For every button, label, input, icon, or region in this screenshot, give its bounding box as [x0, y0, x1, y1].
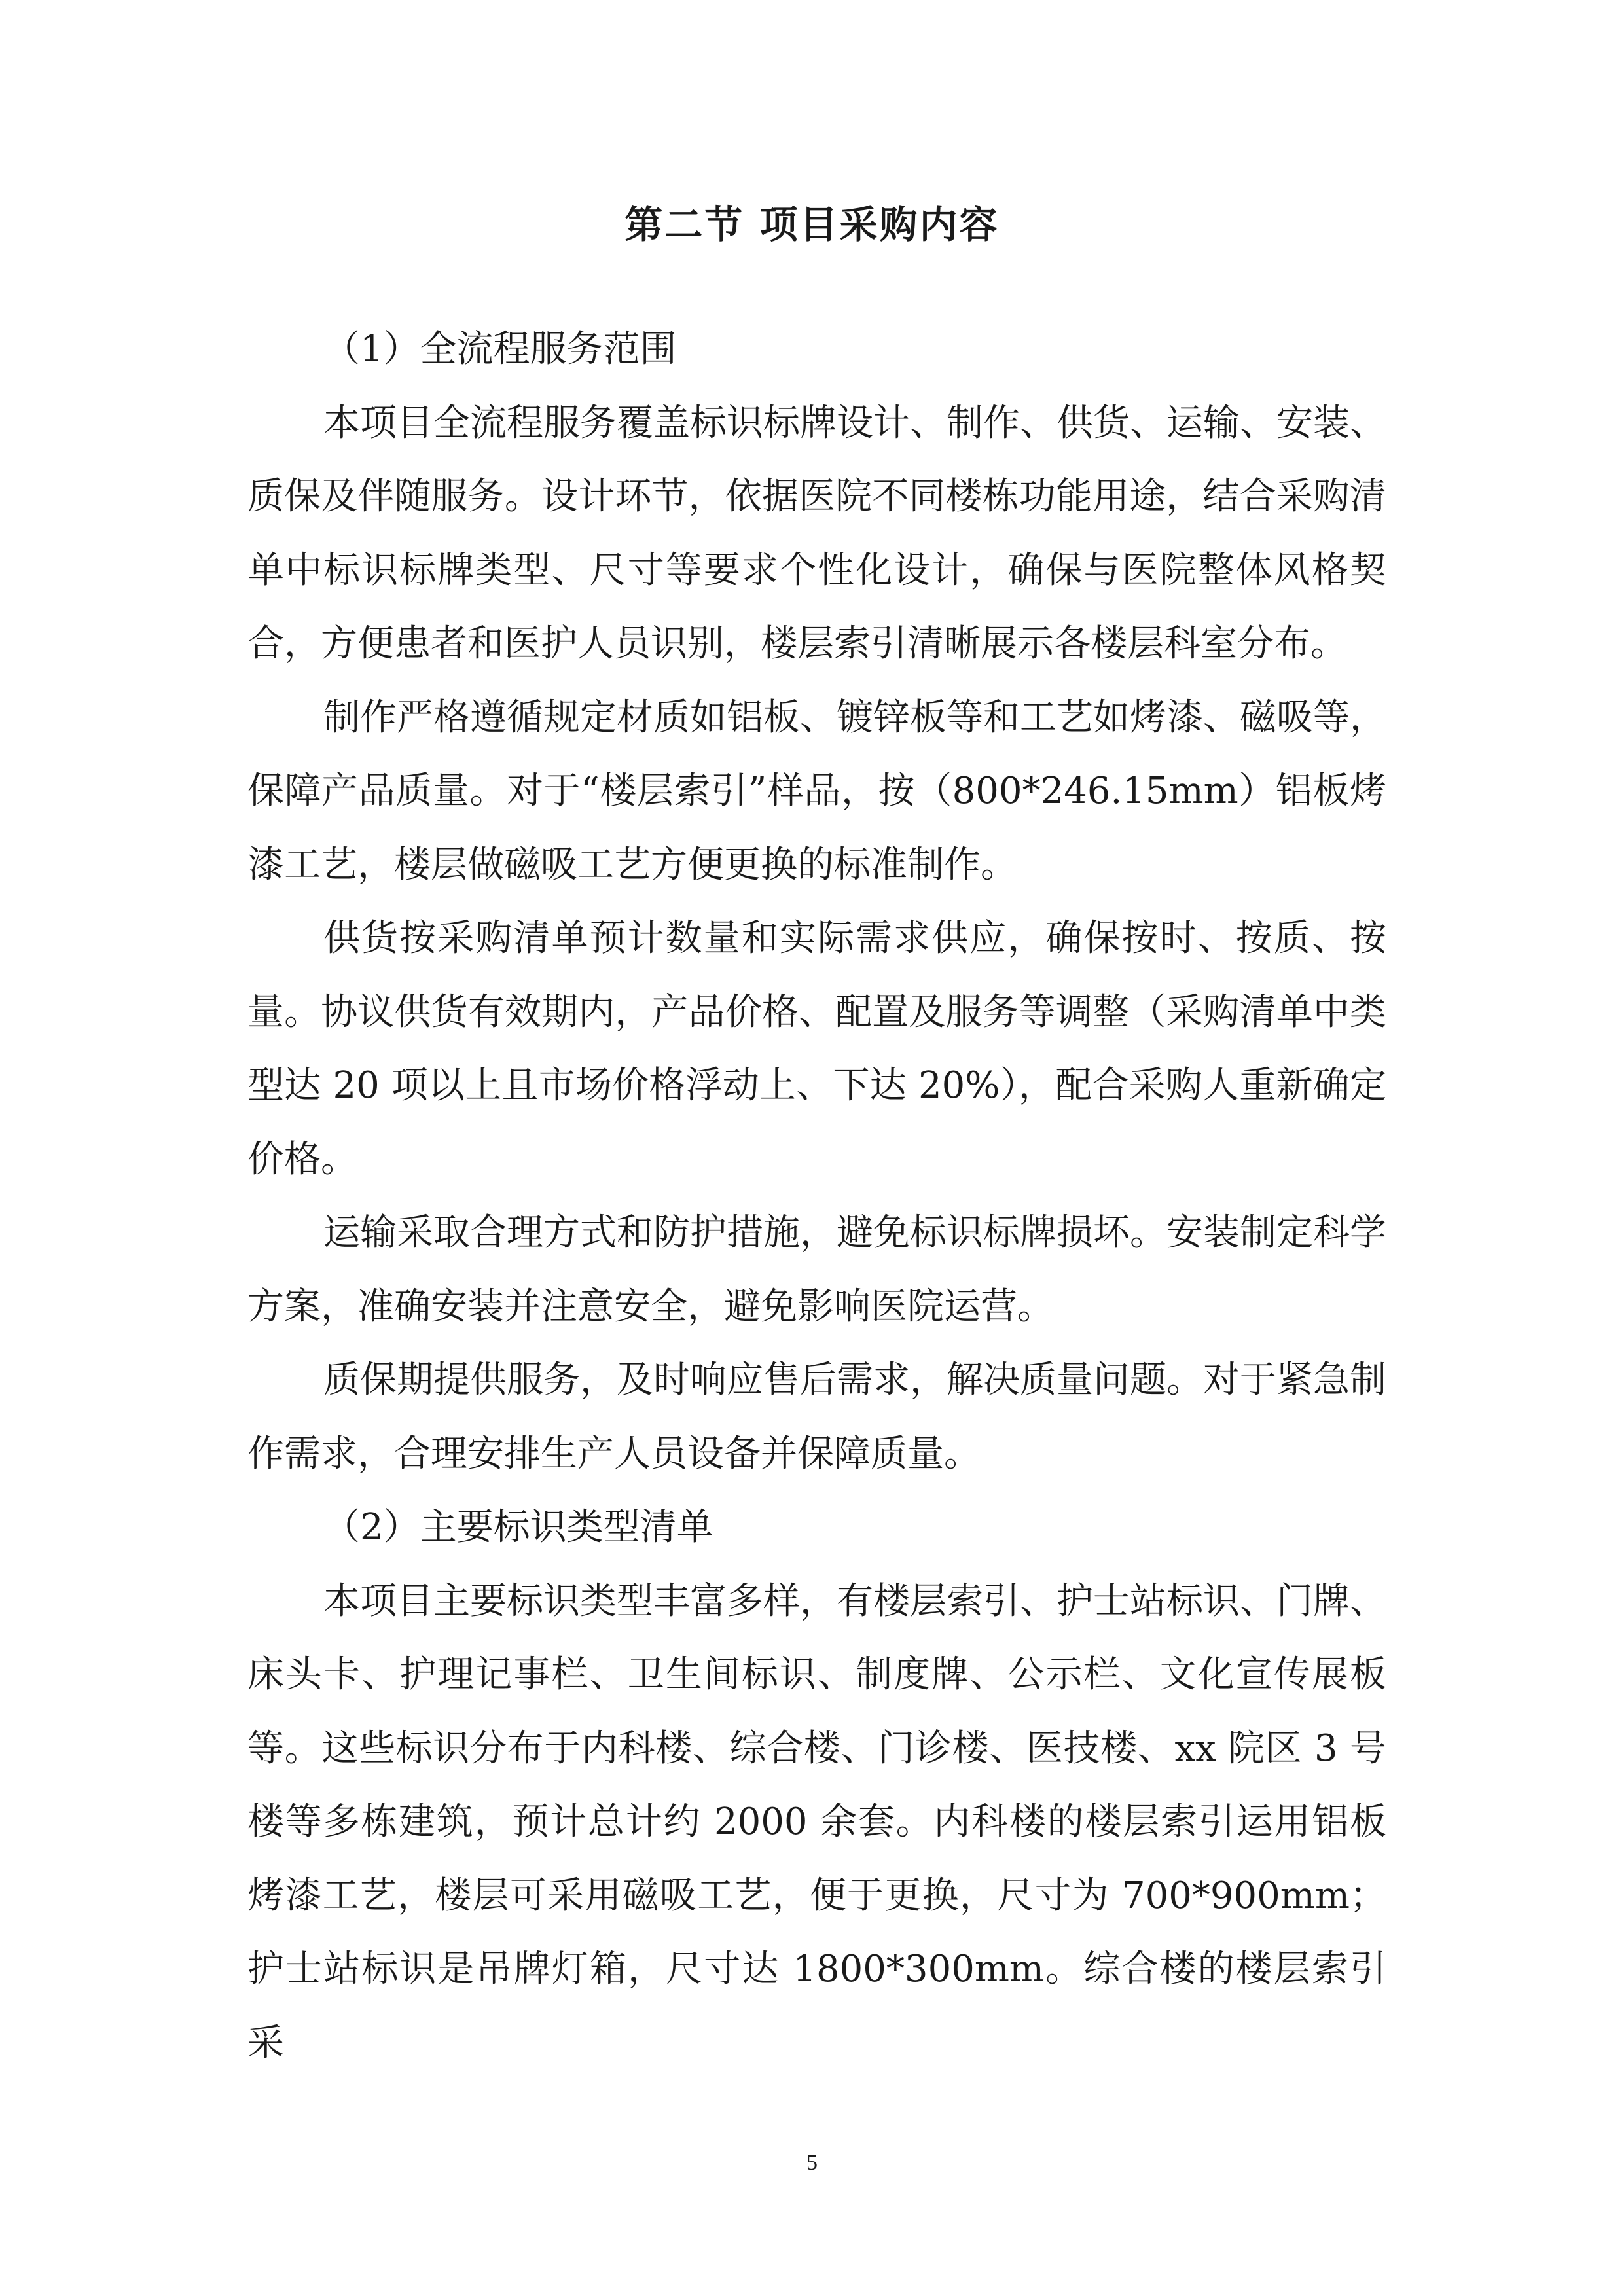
paragraph-heading-2: （2）主要标识类型清单: [323, 1506, 713, 1549]
paragraph: 运输采取合理方式和防护措施，避免标识标牌损坏。安装制定科学方案，准确安装并注意安全，避免影响医院运营。: [247, 1211, 1386, 1328]
body-text: [247, 313, 1386, 2080]
page-number: 5: [806, 2151, 818, 2175]
paragraph: 本项目全流程服务覆盖标识标牌设计、制作、供货、运输、安装、质保及伴随服务。设计环节，依据医院不同楼栋功能用途，结合采购清单中标识标牌类型、尺寸等要求个性化设计，确保与医院整体风格契合，方便患者和医护人员识别，楼层索引清晰展示各楼层科室分布。: [247, 401, 1386, 665]
section-title: 第二节 项目采购内容: [624, 202, 1000, 247]
paragraph: 质保期提供服务，及时响应售后需求，解决质量问题。对于紧急制作需求，合理安排生产人员设备并保障质量。: [247, 1359, 1386, 1475]
paragraph: 制作严格遵循规定材质如铝板、镀锌板等和工艺如烤漆、磁吸等，保障产品质量。对于“楼层索引”样品，按（800*246.15mm）铝板烤漆工艺，楼层做磁吸工艺方便更换的标准制作。: [247, 696, 1386, 886]
paragraph: 供货按采购清单预计数量和实际需求供应，确保按时、按质、按量。协议供货有效期内，产品价格、配置及服务等调整（采购清单中类型达 20 项以上且市场价格浮动上、下达 20%），配合采购人重新确定价格。: [247, 917, 1386, 1181]
paragraph: 本项目主要标识类型丰富多样，有楼层索引、护士站标识、门牌、床头卡、护理记事栏、卫生间标识、制度牌、公示栏、文化宣传展板等。这些标识分布于内科楼、综合楼、门诊楼、医技楼、xx 院区 3 号楼等多栋建筑，预计总计约 2000 余套。内科楼的楼层索引运用铝板烤漆工艺，楼层可采用磁吸工艺，便于更换，尺寸为 700*900mm；护士站标识是吊牌灯箱，尺寸达 1800*300mm。综合楼的楼层索引采: [247, 1579, 1386, 2064]
paragraph-heading-1: （1）全流程服务范围: [323, 328, 677, 370]
